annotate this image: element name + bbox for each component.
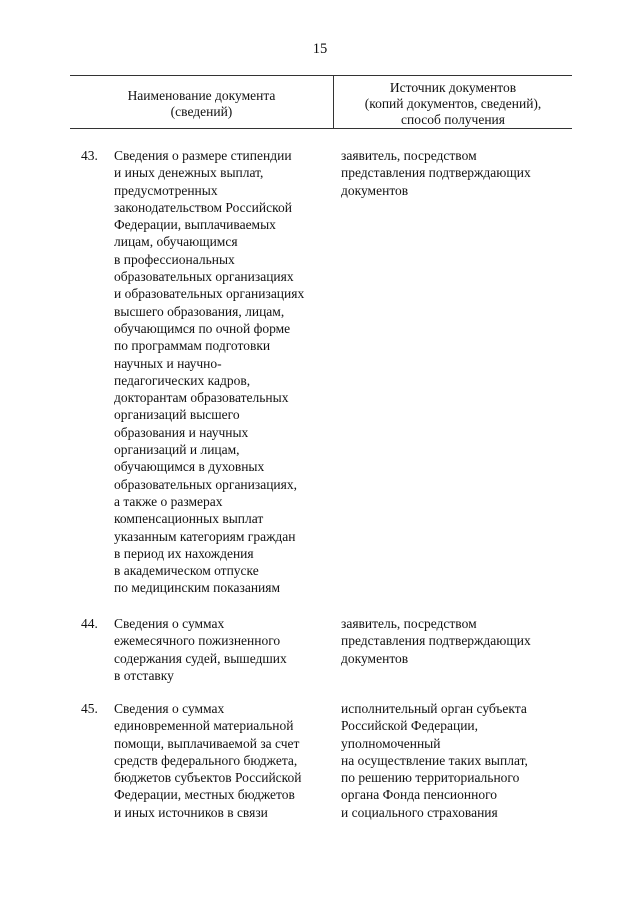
row-number: 44. (81, 616, 98, 631)
table-header-top-rule (70, 75, 572, 76)
text-line: лицам, обучающимся (114, 234, 238, 250)
text-line: заявитель, посредством (341, 616, 477, 631)
text-line: по решению территориального (341, 770, 520, 786)
row-document-name (114, 615, 336, 684)
row-document-name (114, 700, 336, 821)
header-line: (копий документов, сведений), (364, 96, 542, 111)
header-document-source (334, 80, 572, 128)
row-number: 43. (81, 148, 98, 163)
text-line: образовательных организациях (114, 269, 294, 285)
text-line: организаций и лицам, (114, 442, 240, 458)
text-line: в профессиональных (114, 251, 235, 267)
text-line: представления подтверждающих (341, 165, 531, 181)
header-document-name (70, 88, 333, 120)
text-line: организаций высшего (114, 407, 240, 423)
text-line: педагогических кадров, (114, 372, 251, 388)
text-line: научных и научно- (114, 355, 222, 371)
text-line: в отставку (114, 667, 174, 683)
text-line: Российской Федерации, (341, 718, 479, 734)
text-line: образовательных организациях, (114, 476, 297, 492)
text-line: в период их нахождения (114, 545, 254, 561)
text-line: исполнительный орган субъекта (341, 701, 527, 716)
header-line: (сведений) (170, 104, 233, 119)
text-line: компенсационных выплат (114, 511, 264, 527)
text-line: обучающимся в духовных (114, 459, 265, 475)
header-line: Источник документов (389, 80, 517, 95)
text-line: органа Фонда пенсионного (341, 787, 498, 803)
text-line: образования и научных (114, 424, 249, 440)
text-line: а также о размерах (114, 493, 223, 509)
header-line: способ получения (400, 112, 505, 127)
text-line: в академическом отпуске (114, 563, 259, 579)
row-number: 45. (81, 701, 98, 716)
row-document-source (341, 147, 573, 199)
text-line: указанным категориям граждан (114, 528, 296, 544)
text-line: Сведения о размере стипендии (114, 148, 292, 163)
text-line: Федерации, местных бюджетов (114, 787, 295, 803)
text-line: и иных денежных выплат, (114, 165, 264, 181)
text-line: Сведения о суммах (114, 616, 225, 631)
text-line: на осуществление таких выплат, (341, 752, 528, 768)
text-line: единовременной материальной (114, 718, 294, 734)
text-line: документов (341, 182, 409, 198)
text-line: по программам подготовки (114, 338, 271, 354)
row-document-source (341, 700, 573, 821)
text-line: Федерации, выплачиваемых (114, 217, 276, 233)
text-line: по медицинским показаниям (114, 580, 281, 596)
row-document-name (114, 147, 336, 597)
text-line: документов (341, 650, 409, 666)
text-line: законодательством Российской (114, 199, 292, 215)
text-line: докторантам образовательных (114, 390, 289, 406)
text-line: и образовательных организациях (114, 286, 305, 302)
text-line: высшего образования, лицам, (114, 303, 285, 319)
text-line: содержания судей, вышедших (114, 650, 287, 666)
text-line: предусмотренных (114, 182, 218, 198)
text-line: обучающимся по очной форме (114, 320, 291, 336)
text-line: ежемесячного пожизненного (114, 633, 281, 649)
text-line: помощи, выплачиваемой за счет (114, 735, 300, 751)
text-line: Сведения о суммах (114, 701, 225, 716)
text-line: бюджетов субъектов Российской (114, 770, 302, 786)
page-number: 15 (312, 41, 328, 57)
text-line: средств федерального бюджета, (114, 752, 298, 768)
table-header-bottom-rule (70, 128, 572, 129)
text-line: заявитель, посредством (341, 148, 477, 163)
header-line: Наименование документа (127, 88, 276, 103)
text-line: представления подтверждающих (341, 633, 531, 649)
text-line: уполномоченный (341, 735, 441, 751)
row-document-source (341, 615, 573, 667)
text-line: и иных источников в связи (114, 804, 268, 820)
text-line: и социального страхования (341, 804, 498, 820)
